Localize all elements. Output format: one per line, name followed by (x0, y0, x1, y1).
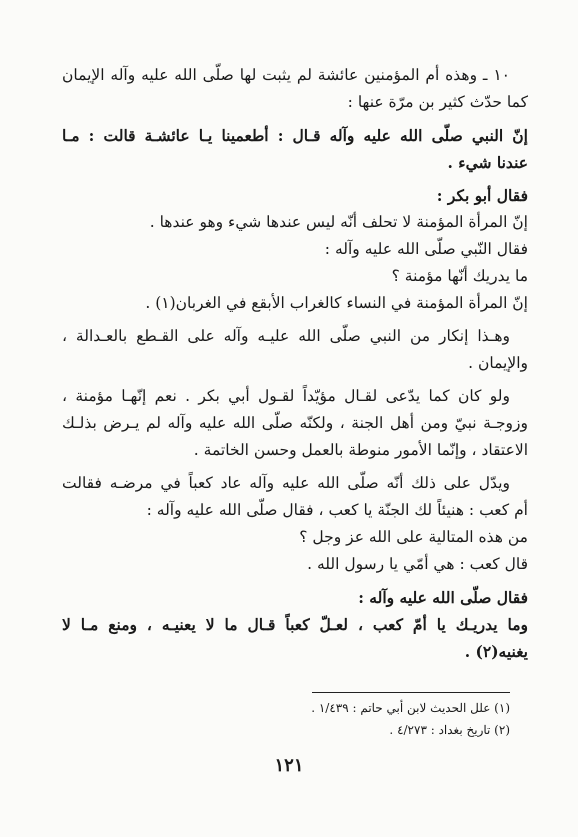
text-line: من هذه المتالية على الله عز وجل ؟ (299, 528, 528, 546)
text-line: ويدّل على ذلك أنّه صلّى الله عليه وآله عاد كعباً في مرضـه فقالت (62, 474, 510, 492)
text-line: يغنيه(٢) . (464, 642, 528, 661)
text-line: وزوجـة نبيّ ومن أهل الجنة ، ولكنّه صلّى الله عليه وآله لم يـرض بذلـك (62, 414, 528, 432)
footnote-divider (312, 692, 510, 693)
text-line: عندنا شيء . (447, 153, 528, 172)
text-line: ١٠ ـ وهذه أم المؤمنين عائشة لم يثبت لها صلّى الله عليه وآله الإيمان (62, 66, 510, 84)
text-line: فقال النّبي صلّى الله عليه وآله : (324, 240, 528, 258)
text-line: الاعتقاد ، وإنّما الأمور منوطة بالعمل وحسن الخاتمة . (193, 441, 528, 459)
footnotes (62, 697, 510, 741)
text-line: ولو كان كما يدّعى لقـال مؤيّداً لقـول أبي بكر . نعم إنّهـا مؤمنة ، (62, 387, 510, 405)
text-line: ما يدريك أنّها مؤمنة ؟ (391, 267, 528, 285)
text-line: أم كعب : هنيئاً لك الجنّة يا كعب ، فقال صلّى الله عليه وآله : (146, 501, 528, 519)
main-text (62, 62, 528, 665)
text-line: والإيمان . (468, 354, 528, 372)
text-line: إنّ النبي صلّى الله عليه وآله قـال : أطعمينا يـا عائشـة قالت : مـا (62, 126, 528, 145)
text-line: إنّ المرأة المؤمنة لا تحلف أنّه ليس عندها شيء وهو عندها . (149, 213, 528, 231)
page-number: ١٢١ (274, 755, 304, 776)
footnote: (٢) تاريخ بغداد : ٤/٢٧٣ . (389, 723, 510, 737)
text-line: قال كعب : هي أمّي يا رسول الله . (307, 555, 528, 573)
text-line: وهـذا إنكار من النبي صلّى الله عليـه وآله على القـطع بالعـدالة ، (62, 327, 510, 345)
text-line: وما يدريـك يا أمّ كعب ، لعـلّ كعباً قـال ما لا يعنيـه ، ومنع مـا لا (62, 615, 528, 634)
text-line: فقال صلّى الله عليه وآله : (358, 588, 528, 607)
text-line: إنّ المرأة المؤمنة في النساء كالغراب الأبقع في الغربان(١) . (145, 294, 528, 312)
text-line: فقال أبو بكر : (436, 186, 528, 205)
text-line: كما حدّث كثير بن مرّة عنها : (347, 93, 528, 111)
footnote: (١) علل الحديث لابن أبي حاتم : ١/٤٣٩ . (311, 701, 510, 715)
